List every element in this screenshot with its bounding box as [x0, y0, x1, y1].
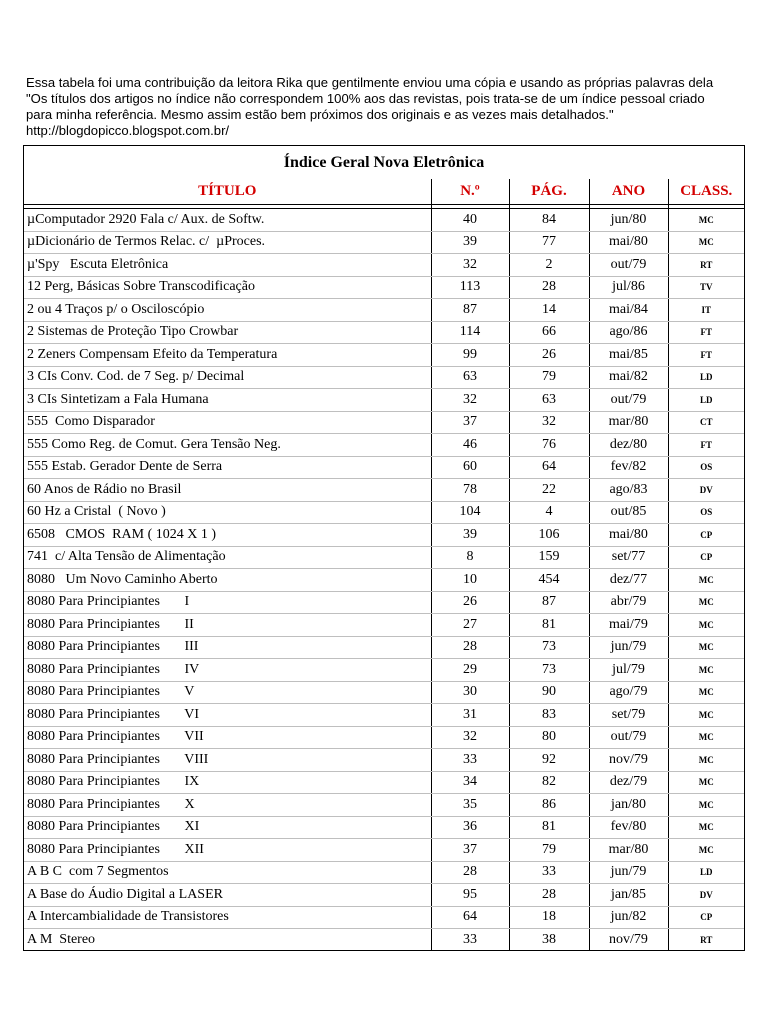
cell-titulo: 8080 Um Novo Caminho Aberto [24, 569, 431, 592]
table-row [24, 659, 744, 682]
header-ano: ANO [589, 179, 668, 205]
cell-pagina: 106 [509, 524, 589, 547]
cell-numero: 34 [431, 771, 509, 794]
table-row [24, 389, 744, 412]
cell-numero: 35 [431, 794, 509, 817]
cell-numero: 36 [431, 816, 509, 839]
cell-titulo: 8080 Para Principiantes IX [24, 771, 431, 794]
cell-class: MC [668, 591, 744, 614]
cell-pagina: 4 [509, 501, 589, 524]
cell-titulo: 8080 Para Principiantes I [24, 591, 431, 614]
intro-line: para minha referência. Mesmo assim estão bem próximos dos originais e as vezes mais detalhados." [26, 107, 614, 122]
table-row [24, 906, 744, 929]
cell-class: MC [668, 681, 744, 704]
cell-class: LD [668, 366, 744, 389]
table-row [24, 434, 744, 457]
cell-titulo: 6508 CMOS RAM ( 1024 X 1 ) [24, 524, 431, 547]
cell-titulo: 8080 Para Principiantes VIII [24, 749, 431, 772]
cell-numero: 32 [431, 726, 509, 749]
header-row [24, 179, 744, 205]
cell-pagina: 81 [509, 816, 589, 839]
cell-ano: jul/86 [589, 276, 668, 299]
table-row [24, 276, 744, 299]
table-row [24, 861, 744, 884]
cell-titulo: 741 c/ Alta Tensão de Alimentação [24, 546, 431, 569]
table-row [24, 884, 744, 907]
table-row [24, 321, 744, 344]
cell-titulo: 60 Anos de Rádio no Brasil [24, 479, 431, 502]
header-pagina: PÁG. [509, 179, 589, 205]
table-row [24, 456, 744, 479]
cell-numero: 26 [431, 591, 509, 614]
cell-numero: 33 [431, 929, 509, 951]
cell-titulo: 8080 Para Principiantes V [24, 681, 431, 704]
cell-class: CP [668, 906, 744, 929]
cell-numero: 28 [431, 636, 509, 659]
cell-pagina: 84 [509, 209, 589, 232]
cell-class: CP [668, 546, 744, 569]
table-row [24, 231, 744, 254]
cell-ano: jan/85 [589, 884, 668, 907]
cell-class: RT [668, 929, 744, 951]
cell-titulo: 8080 Para Principiantes II [24, 614, 431, 637]
cell-ano: mai/82 [589, 366, 668, 389]
cell-numero: 33 [431, 749, 509, 772]
cell-class: RT [668, 254, 744, 277]
cell-class: FT [668, 321, 744, 344]
cell-class: LD [668, 389, 744, 412]
cell-pagina: 38 [509, 929, 589, 951]
cell-pagina: 28 [509, 276, 589, 299]
table-row [24, 816, 744, 839]
cell-numero: 30 [431, 681, 509, 704]
cell-pagina: 92 [509, 749, 589, 772]
cell-pagina: 73 [509, 636, 589, 659]
cell-pagina: 2 [509, 254, 589, 277]
cell-ano: out/79 [589, 726, 668, 749]
cell-ano: out/85 [589, 501, 668, 524]
cell-ano: fev/82 [589, 456, 668, 479]
cell-numero: 95 [431, 884, 509, 907]
cell-titulo: 60 Hz a Cristal ( Novo ) [24, 501, 431, 524]
cell-titulo: 8080 Para Principiantes VII [24, 726, 431, 749]
cell-class: DV [668, 479, 744, 502]
cell-titulo: 555 Como Reg. de Comut. Gera Tensão Neg. [24, 434, 431, 457]
cell-class: FT [668, 344, 744, 367]
cell-ano: mai/80 [589, 524, 668, 547]
cell-titulo: 8080 Para Principiantes XI [24, 816, 431, 839]
cell-ano: ago/83 [589, 479, 668, 502]
cell-numero: 87 [431, 299, 509, 322]
cell-class: MC [668, 569, 744, 592]
intro-link[interactable]: http://blogdopicco.blogspot.com.br/ [26, 123, 230, 138]
table-row [24, 411, 744, 434]
cell-pagina: 83 [509, 704, 589, 727]
cell-pagina: 64 [509, 456, 589, 479]
cell-titulo: 3 CIs Sintetizam a Fala Humana [24, 389, 431, 412]
table-body [24, 209, 744, 951]
cell-class: OS [668, 501, 744, 524]
cell-ano: jan/80 [589, 794, 668, 817]
index-sheet [23, 145, 745, 951]
cell-pagina: 14 [509, 299, 589, 322]
cell-pagina: 81 [509, 614, 589, 637]
cell-titulo: 8080 Para Principiantes XII [24, 839, 431, 862]
table-row [24, 591, 744, 614]
cell-titulo: 2 Sistemas de Proteção Tipo Crowbar [24, 321, 431, 344]
cell-class: MC [668, 816, 744, 839]
table-row [24, 501, 744, 524]
cell-titulo: µ'Spy Escuta Eletrônica [24, 254, 431, 277]
cell-ano: mai/85 [589, 344, 668, 367]
table-row [24, 614, 744, 637]
cell-titulo: 3 CIs Conv. Cod. de 7 Seg. p/ Decimal [24, 366, 431, 389]
cell-class: MC [668, 794, 744, 817]
cell-ano: nov/79 [589, 929, 668, 951]
cell-numero: 37 [431, 411, 509, 434]
cell-pagina: 82 [509, 771, 589, 794]
cell-titulo: A Base do Áudio Digital a LASER [24, 884, 431, 907]
cell-numero: 64 [431, 906, 509, 929]
cell-numero: 39 [431, 524, 509, 547]
table-row [24, 479, 744, 502]
table-row [24, 704, 744, 727]
cell-numero: 37 [431, 839, 509, 862]
cell-class: IT [668, 299, 744, 322]
table-row [24, 366, 744, 389]
table-row [24, 929, 744, 951]
cell-class: OS [668, 456, 744, 479]
cell-pagina: 32 [509, 411, 589, 434]
cell-class: CP [668, 524, 744, 547]
cell-titulo: A M Stereo [24, 929, 431, 951]
cell-ano: abr/79 [589, 591, 668, 614]
cell-titulo: 555 Como Disparador [24, 411, 431, 434]
table-row [24, 726, 744, 749]
cell-numero: 46 [431, 434, 509, 457]
cell-ano: ago/86 [589, 321, 668, 344]
cell-pagina: 26 [509, 344, 589, 367]
cell-titulo: 8080 Para Principiantes X [24, 794, 431, 817]
cell-numero: 39 [431, 231, 509, 254]
cell-numero: 104 [431, 501, 509, 524]
cell-ano: out/79 [589, 389, 668, 412]
cell-numero: 29 [431, 659, 509, 682]
cell-titulo: 8080 Para Principiantes VI [24, 704, 431, 727]
cell-class: DV [668, 884, 744, 907]
cell-class: MC [668, 839, 744, 862]
cell-ano: jun/79 [589, 636, 668, 659]
cell-titulo: 2 ou 4 Traços p/ o Osciloscópio [24, 299, 431, 322]
cell-pagina: 63 [509, 389, 589, 412]
table-row [24, 209, 744, 232]
cell-ano: fev/80 [589, 816, 668, 839]
cell-class: MC [668, 614, 744, 637]
table-row [24, 771, 744, 794]
cell-titulo: 2 Zeners Compensam Efeito da Temperatura [24, 344, 431, 367]
cell-pagina: 22 [509, 479, 589, 502]
cell-ano: mar/80 [589, 839, 668, 862]
cell-titulo: 8080 Para Principiantes IV [24, 659, 431, 682]
cell-class: FT [668, 434, 744, 457]
header-numero: N.º [431, 179, 509, 205]
cell-titulo: 8080 Para Principiantes III [24, 636, 431, 659]
cell-class: TV [668, 276, 744, 299]
cell-ano: set/77 [589, 546, 668, 569]
cell-ano: nov/79 [589, 749, 668, 772]
page-title: Índice Geral Nova Eletrônica [283, 154, 485, 171]
cell-pagina: 79 [509, 839, 589, 862]
cell-ano: jun/80 [589, 209, 668, 232]
header-class: CLASS. [668, 179, 744, 205]
cell-pagina: 33 [509, 861, 589, 884]
table-row [24, 794, 744, 817]
cell-ano: mar/80 [589, 411, 668, 434]
cell-class: CT [668, 411, 744, 434]
cell-class: MC [668, 209, 744, 232]
cell-pagina: 18 [509, 906, 589, 929]
cell-numero: 27 [431, 614, 509, 637]
cell-titulo: µComputador 2920 Fala c/ Aux. de Softw. [24, 209, 431, 232]
cell-pagina: 159 [509, 546, 589, 569]
cell-numero: 32 [431, 254, 509, 277]
cell-titulo: A Intercambialidade de Transistores [24, 906, 431, 929]
cell-pagina: 66 [509, 321, 589, 344]
cell-numero: 28 [431, 861, 509, 884]
table-row [24, 524, 744, 547]
cell-numero: 8 [431, 546, 509, 569]
cell-class: MC [668, 636, 744, 659]
cell-titulo: 555 Estab. Gerador Dente de Serra [24, 456, 431, 479]
cell-numero: 60 [431, 456, 509, 479]
cell-numero: 31 [431, 704, 509, 727]
cell-ano: dez/79 [589, 771, 668, 794]
cell-class: MC [668, 704, 744, 727]
cell-numero: 78 [431, 479, 509, 502]
table-row [24, 299, 744, 322]
cell-numero: 10 [431, 569, 509, 592]
intro-line: Essa tabela foi uma contribuição da leitora Rika que gentilmente enviou uma cópia e usando as próprias palavras dela [26, 75, 714, 90]
cell-titulo: µDicionário de Termos Relac. c/ µProces. [24, 231, 431, 254]
cell-pagina: 73 [509, 659, 589, 682]
cell-ano: mai/79 [589, 614, 668, 637]
table-row [24, 636, 744, 659]
cell-class: MC [668, 749, 744, 772]
table-row [24, 569, 744, 592]
cell-numero: 63 [431, 366, 509, 389]
cell-class: MC [668, 771, 744, 794]
cell-pagina: 86 [509, 794, 589, 817]
cell-pagina: 76 [509, 434, 589, 457]
table-row [24, 839, 744, 862]
cell-pagina: 87 [509, 591, 589, 614]
cell-numero: 113 [431, 276, 509, 299]
cell-pagina: 90 [509, 681, 589, 704]
cell-pagina: 77 [509, 231, 589, 254]
cell-ano: dez/77 [589, 569, 668, 592]
cell-titulo: A B C com 7 Segmentos [24, 861, 431, 884]
intro-text [26, 75, 746, 139]
cell-numero: 114 [431, 321, 509, 344]
cell-class: MC [668, 726, 744, 749]
cell-ano: mai/80 [589, 231, 668, 254]
cell-ano: ago/79 [589, 681, 668, 704]
table-row [24, 254, 744, 277]
cell-numero: 32 [431, 389, 509, 412]
cell-ano: jun/79 [589, 861, 668, 884]
index-table [24, 179, 744, 951]
cell-pagina: 454 [509, 569, 589, 592]
cell-ano: jun/82 [589, 906, 668, 929]
cell-pagina: 79 [509, 366, 589, 389]
cell-ano: mai/84 [589, 299, 668, 322]
cell-class: MC [668, 659, 744, 682]
table-row [24, 546, 744, 569]
header-titulo: TÍTULO [24, 179, 431, 205]
cell-pagina: 80 [509, 726, 589, 749]
table-row [24, 749, 744, 772]
cell-titulo: 12 Perg, Básicas Sobre Transcodificação [24, 276, 431, 299]
cell-numero: 99 [431, 344, 509, 367]
cell-pagina: 28 [509, 884, 589, 907]
cell-numero: 40 [431, 209, 509, 232]
intro-line: "Os títulos dos artigos no índice não correspondem 100% aos das revistas, pois trata-se de um índice pessoal criado [26, 91, 705, 106]
cell-ano: jul/79 [589, 659, 668, 682]
cell-ano: dez/80 [589, 434, 668, 457]
cell-ano: set/79 [589, 704, 668, 727]
cell-ano: out/79 [589, 254, 668, 277]
table-row [24, 681, 744, 704]
cell-class: MC [668, 231, 744, 254]
cell-class: LD [668, 861, 744, 884]
table-row [24, 344, 744, 367]
